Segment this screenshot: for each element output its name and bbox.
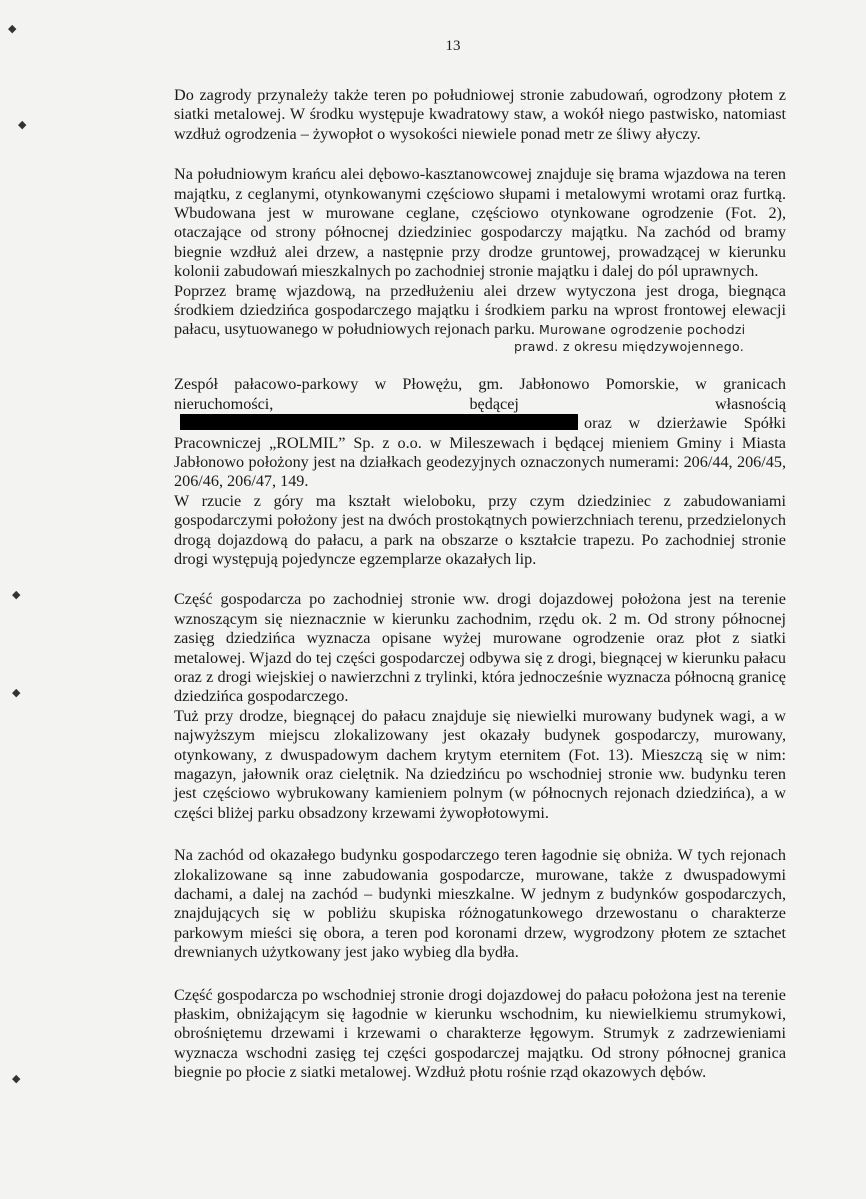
paragraph-7: Tuż przy drodze, biegnącej do pałacu znajduje się niewielki murowany budynek wagi, a w najwyższym miejscu zlokalizowany jest okazały budynek gospodarczy, murowany, otynkowany, z dwuspadowym dachem krytym eternitem (Fot. 13). Mieszczą się w nim: magazyn, jałownik oraz cielętnik. Na dziedzińcu po wschodniej stronie ww. budynku teren jest częściowo wybrukowany kamieniem polnym (w północnych rejonach dziedzińca), a w części bliżej parku obsadzony krzewami żywopłotowymi. <box>174 706 786 822</box>
punch-mark: ◆ <box>12 588 21 601</box>
handwritten-note-1: Murowane ogrodzenie pochodzi <box>539 322 746 338</box>
paragraph-4-text-a: Zespół pałacowo-parkowy w Płowężu, gm. Jabłonowo Pomorskie, w granicach nieruchomości, będącej własnością <box>174 375 786 413</box>
paragraph-3 <box>174 282 786 357</box>
punch-mark: ◆ <box>18 118 27 131</box>
paragraph-5: W rzucie z góry ma kształt wieloboku, przy czym dziedziniec z zabudowaniami gospodarczymi położony jest na dwóch prostokątnych powierzchniach terenu, przedzielonych drogą dojazdową do pałacu, a park na obszarze o kształcie trapezu. Po zachodniej stronie drogi występują pojedyncze egzemplarze okazałych lip. <box>174 491 786 568</box>
paragraph-4-text-b: oraz w dzierżawie Spółki Pracowniczej „ROLMIL” Sp. z o.o. w Mileszewach i będącej mieniem Gminy i Miasta Jabłonowo położony jest na działkach geodezyjnych oznaczonych numerami: 206/44, 206/45, 206/46, 206/47, 149. <box>174 414 786 491</box>
paragraph-6: Część gospodarcza po zachodniej stronie ww. drogi dojazdowej położona jest na terenie wznoszącym się nieznacznie w kierunku zachodnim, rzędu ok. 2 m. Od strony północnej zasięg dziedzińca wyznacza opisane wyżej murowane ogrodzenie oraz płot z siatki metalowej. Wjazd do tej części gospodarczej odbywa się z drogi, biegnącej w kierunku pałacu oraz z drogi wiejskiej o nawierzchni z trylinki, która jednocześnie wyznacza północną granicę dziedzińca gospodarczego. <box>174 590 786 706</box>
paragraph-1: Do zagrody przynależy także teren po południowej stronie zabudowań, ogrodzony płotem z siatki metalowej. W środku występuje kwadratowy staw, a wokół niego pastwisko, natomiast wzdłuż ogrodzenia – żywopłot o wysokości niewiele ponad metr ze śliwy ałyczy. <box>174 86 786 143</box>
punch-mark: ◆ <box>12 686 21 699</box>
paragraph-3-text: Poprzez bramę wjazdową, na przedłużeniu alei drzew wytyczona jest droga, biegnąca środkiem dziedzińca gospodarczego majątku i środkiem parku na wprost frontowej elewacji pałacu, usytuowanego w południowych rejonach parku. <box>174 281 786 339</box>
paragraph-8: Na zachód od okazałego budynku gospodarczego teren łagodnie się obniża. W tych rejonach zlokalizowane są inne zabudowania gospodarcze, murowane, także z dwuspadowymi dachami, a dalej na zachód – budynki mieszkalne. W jednym z budynków gospodarczych, znajdujących się w pobliżu skupiska różnogatunkowego drzewostanu o charakterze parkowym mieści się obora, a teren pod koronami drzew, wygrodzony płotem ze sztachet drewnianych użytkowany jest jako wybieg dla bydła. <box>174 846 786 962</box>
punch-mark: ◆ <box>8 22 17 35</box>
paragraph-9: Część gospodarcza po wschodniej stronie drogi dojazdowej do pałacu położona jest na terenie płaskim, obniżającym się łagodnie w kierunku wschodnim, ku niewielkiemu strumykowi, obrośniętemu drzewami i krzewami o charakterze łęgowym. Strumyk z zadrzewieniami wyznacza wschodni zasięg tej części gospodarczej majątku. Od strony północnej granica biegnie po płocie z siatki metalowej. Wzdłuż płotu rośnie rząd okazowych dębów. <box>174 985 786 1082</box>
punch-mark: ◆ <box>12 1072 21 1085</box>
redaction-bar <box>180 414 578 430</box>
document-body <box>174 86 786 1083</box>
page-number: 13 <box>445 38 461 54</box>
paragraph-4 <box>174 375 786 491</box>
paragraph-2: Na południowym krańcu alei dębowo-kasztanowcowej znajduje się brama wjazdowa na teren majątku, z ceglanymi, otynkowanymi częściowo słupami i metalowymi wrotami oraz furtką. Wbudowana jest w murowane ceglane, częściowo otynkowane ogrodzenie (Fot. 2), otaczające od strony północnej dziedziniec gospodarczy majątku. Na zachód od bramy biegnie wzdłuż alei drzew, a następnie przy drodze gruntowej, prowadzącej w kierunku kolonii zabudowań mieszkalnych po zachodniej stronie majątku i dalej do pól uprawnych. <box>174 165 786 281</box>
handwritten-note-2: prawd. z okresu międzywojennego. <box>514 338 744 354</box>
